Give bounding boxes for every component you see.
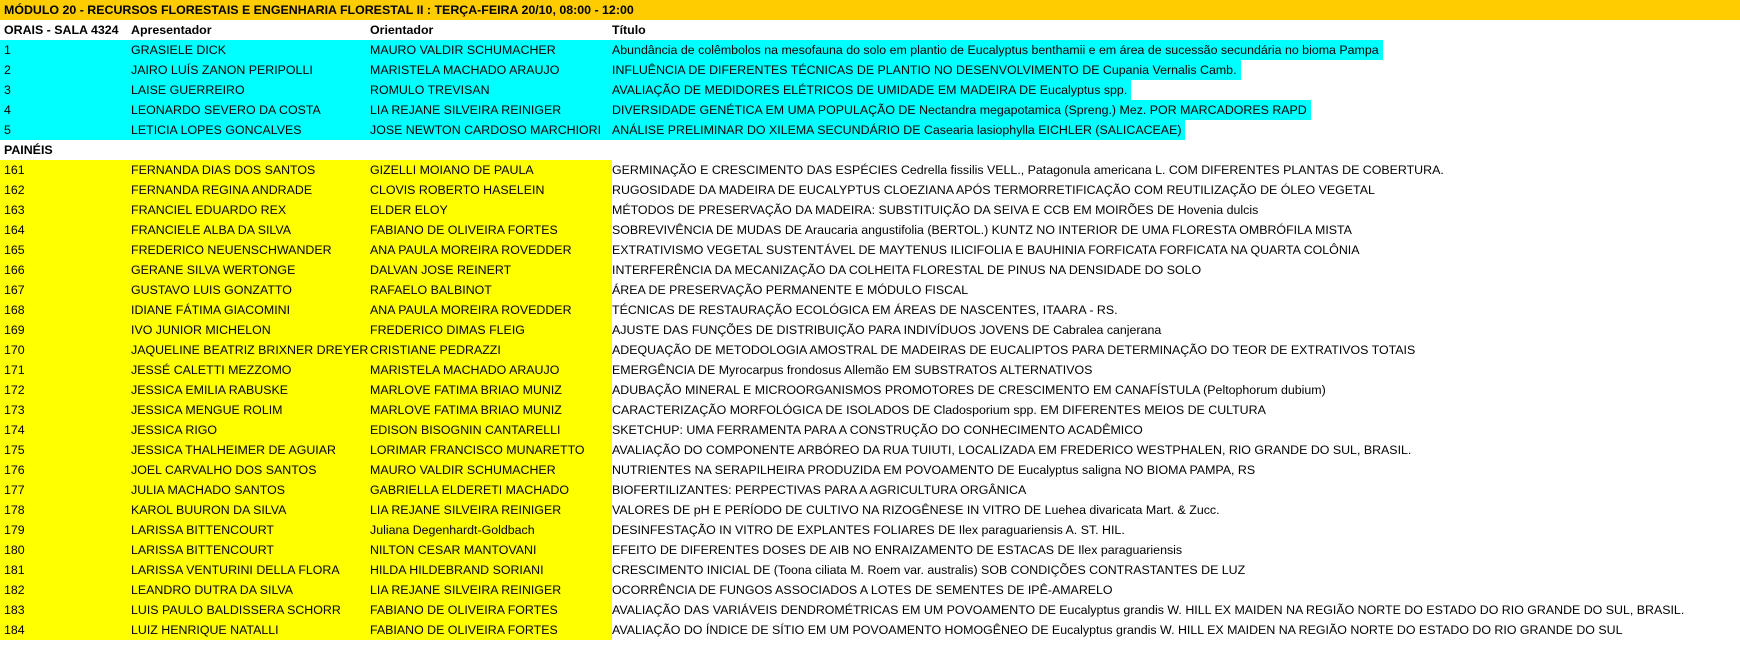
cell-number[interactable]: 161 — [0, 160, 131, 180]
cell-apresentador[interactable]: JESSICA RIGO — [131, 420, 370, 440]
table-row[interactable] — [0, 120, 1740, 140]
table-row[interactable] — [0, 580, 1740, 600]
cell-number[interactable]: 166 — [0, 260, 131, 280]
header-sala[interactable]: ORAIS - SALA 4324 — [4, 23, 119, 37]
cell-titulo[interactable]: INTERFERÊNCIA DA MECANIZAÇÃO DA COLHEITA FLORESTAL DE PINUS NA DENSIDADE DO SOLO — [612, 263, 1202, 277]
table-row[interactable] — [0, 40, 1740, 60]
cell-titulo[interactable]: CRESCIMENTO INICIAL DE (Toona ciliata M. Roem var. australis) SOB CONDIÇÕES CONTRASTANTES DE LUZ — [612, 563, 1246, 577]
cell-number[interactable]: 173 — [0, 400, 131, 420]
cell-apresentador[interactable]: LARISSA VENTURINI DELLA FLORA — [131, 560, 370, 580]
cell-apresentador[interactable]: LUIS PAULO BALDISSERA SCHORR — [131, 600, 370, 620]
cell-orientador[interactable]: RAFAELO BALBINOT — [370, 280, 612, 300]
cell-titulo[interactable]: VALORES DE pH E PERÍODO DE CULTIVO NA RIZOGÊNESE IN VITRO DE Luehea divaricata Mart. & Zucc. — [612, 503, 1220, 517]
cell-apresentador[interactable]: LUIZ HENRIQUE NATALLI — [131, 620, 370, 640]
header-titulo[interactable]: Título — [612, 23, 646, 37]
cell-number[interactable]: 183 — [0, 600, 131, 620]
cell-orientador[interactable]: LIA REJANE SILVEIRA REINIGER — [370, 500, 612, 520]
cell-orientador[interactable]: EDISON BISOGNIN CANTARELLI — [370, 420, 612, 440]
cell-orientador[interactable]: FABIANO DE OLIVEIRA FORTES — [370, 220, 612, 240]
cell-apresentador[interactable]: LARISSA BITTENCOURT — [131, 520, 370, 540]
cell-number[interactable]: 172 — [0, 380, 131, 400]
cell-titulo[interactable]: EFEITO DE DIFERENTES DOSES DE AIB NO ENRAIZAMENTO DE ESTACAS DE Ilex paraguariensis — [612, 543, 1183, 557]
table-row[interactable] — [0, 100, 1740, 120]
table-row[interactable] — [0, 160, 1740, 180]
cell-orientador[interactable]: FABIANO DE OLIVEIRA FORTES — [370, 620, 612, 640]
cell-number[interactable]: 182 — [0, 580, 131, 600]
cell-orientador[interactable]: MAURO VALDIR SCHUMACHER — [370, 460, 612, 480]
cell-orientador[interactable]: NILTON CESAR MANTOVANI — [370, 540, 612, 560]
cell-number[interactable]: 174 — [0, 420, 131, 440]
cell-titulo[interactable]: OCORRÊNCIA DE FUNGOS ASSOCIADOS A LOTES DE SEMENTES DE IPÊ-AMARELO — [612, 583, 1113, 597]
cell-orientador[interactable]: HILDA HILDEBRAND SORIANI — [370, 560, 612, 580]
cell-titulo[interactable]: AJUSTE DAS FUNÇÕES DE DISTRIBUIÇÃO PARA INDIVÍDUOS JOVENS DE Cabralea canjerana — [612, 323, 1162, 337]
cell-titulo[interactable]: Abundância de colêmbolos na mesofauna do solo em plantio de Eucalyptus benthamii e em área de sucessão secundária no bioma Pampa — [612, 40, 1383, 60]
cell-number[interactable]: 164 — [0, 220, 131, 240]
cell-titulo[interactable]: ADEQUAÇÃO DE METODOLOGIA AMOSTRAL DE MADEIRAS DE EUCALIPTOS PARA DETERMINAÇÃO DO TEOR DE EXTRATIVOS TOTAIS — [612, 343, 1416, 357]
table-row[interactable] — [0, 200, 1740, 220]
table-row[interactable] — [0, 440, 1740, 460]
cell-apresentador[interactable]: GERANE SILVA WERTONGE — [131, 260, 370, 280]
cell-apresentador[interactable]: GUSTAVO LUIS GONZATTO — [131, 280, 370, 300]
cell-orientador[interactable]: LIA REJANE SILVEIRA REINIGER — [370, 100, 612, 120]
paineis-label[interactable]: PAINÉIS — [4, 143, 53, 157]
cell-apresentador[interactable]: LEONARDO SEVERO DA COSTA — [131, 100, 370, 120]
table-row[interactable] — [0, 300, 1740, 320]
cell-orientador[interactable]: Juliana Degenhardt-Goldbach — [370, 520, 612, 540]
cell-orientador[interactable]: GABRIELLA ELDERETI MACHADO — [370, 480, 612, 500]
table-row[interactable] — [0, 360, 1740, 380]
table-row[interactable] — [0, 500, 1740, 520]
cell-apresentador[interactable]: JAQUELINE BEATRIZ BRIXNER DREYER — [131, 340, 370, 360]
table-row[interactable] — [0, 620, 1740, 640]
cell-apresentador[interactable]: FREDERICO NEUENSCHWANDER — [131, 240, 370, 260]
cell-titulo[interactable]: ANÁLISE PRELIMINAR DO XILEMA SECUNDÁRIO DE Casearia lasiophylla EICHLER (SALICACEAE) — [612, 120, 1185, 140]
cell-apresentador[interactable]: JOEL CARVALHO DOS SANTOS — [131, 460, 370, 480]
table-row[interactable] — [0, 380, 1740, 400]
cell-orientador[interactable]: JOSE NEWTON CARDOSO MARCHIORI — [370, 120, 612, 140]
table-row[interactable] — [0, 60, 1740, 80]
cell-apresentador[interactable]: JULIA MACHADO SANTOS — [131, 480, 370, 500]
cell-titulo[interactable]: EXTRATIVISMO VEGETAL SUSTENTÁVEL DE MAYTENUS ILICIFOLIA E BAUHINIA FORFICATA FORFICATA NA QUARTA COLÔNIA — [612, 243, 1360, 257]
cell-titulo[interactable]: MÉTODOS DE PRESERVAÇÃO DA MADEIRA: SUBSTITUIÇÃO DA SEIVA E CCB EM MOIRÕES DE Hovenia dulcis — [612, 203, 1259, 217]
table-row[interactable] — [0, 320, 1740, 340]
cell-number[interactable]: 175 — [0, 440, 131, 460]
cell-apresentador[interactable]: FERNANDA DIAS DOS SANTOS — [131, 160, 370, 180]
cell-orientador[interactable]: ROMULO TREVISAN — [370, 80, 612, 100]
cell-titulo[interactable]: TÉCNICAS DE RESTAURAÇÃO ECOLÓGICA EM ÁREAS DE NASCENTES, ITAARA - RS. — [612, 303, 1118, 317]
cell-number[interactable]: 169 — [0, 320, 131, 340]
cell-orientador[interactable]: MAURO VALDIR SCHUMACHER — [370, 40, 612, 60]
cell-number[interactable]: 5 — [0, 120, 131, 140]
table-row[interactable] — [0, 480, 1740, 500]
table-row[interactable] — [0, 180, 1740, 200]
cell-apresentador[interactable]: IVO JUNIOR MICHELON — [131, 320, 370, 340]
cell-apresentador[interactable]: FRANCIEL EDUARDO REX — [131, 200, 370, 220]
paineis-section-row[interactable] — [0, 140, 1740, 160]
cell-number[interactable]: 168 — [0, 300, 131, 320]
paineis-table — [0, 160, 1740, 640]
cell-number[interactable]: 2 — [0, 60, 131, 80]
cell-number[interactable]: 176 — [0, 460, 131, 480]
cell-number[interactable]: 1 — [0, 40, 131, 60]
cell-titulo[interactable]: SKETCHUP: UMA FERRAMENTA PARA A CONSTRUÇÃO DO CONHECIMENTO ACADÊMICO — [612, 423, 1143, 437]
cell-number[interactable]: 3 — [0, 80, 131, 100]
orais-table — [0, 40, 1740, 140]
cell-orientador[interactable]: FABIANO DE OLIVEIRA FORTES — [370, 600, 612, 620]
cell-orientador[interactable]: ANA PAULA MOREIRA ROVEDDER — [370, 300, 612, 320]
cell-number[interactable]: 4 — [0, 100, 131, 120]
cell-number[interactable]: 170 — [0, 340, 131, 360]
cell-orientador[interactable]: DALVAN JOSE REINERT — [370, 260, 612, 280]
cell-titulo[interactable]: CARACTERIZAÇÃO MORFOLÓGICA DE ISOLADOS DE Cladosporium spp. EM DIFERENTES MEIOS DE CULTURA — [612, 403, 1266, 417]
cell-number[interactable]: 180 — [0, 540, 131, 560]
header-row[interactable] — [0, 20, 1740, 40]
table-row[interactable] — [0, 280, 1740, 300]
table-row[interactable] — [0, 240, 1740, 260]
cell-apresentador[interactable]: FRANCIELE ALBA DA SILVA — [131, 220, 370, 240]
cell-titulo[interactable]: AVALIAÇÃO DAS VARIÁVEIS DENDROMÉTRICAS EM UM POVOAMENTO DE Eucalyptus grandis W. HILL EX MAIDEN NA REGIÃO NORTE DO ESTADO DO RIO GRANDE DO SUL, BRASIL. — [612, 603, 1685, 617]
table-row[interactable] — [0, 420, 1740, 440]
cell-titulo[interactable]: AVALIAÇÃO DO COMPONENTE ARBÓREO DA RUA TUIUTI, LOCALIZADA EM FREDERICO WESTPHALEN, RIO GRANDE DO SUL, BRASIL. — [612, 443, 1412, 457]
cell-number[interactable]: 163 — [0, 200, 131, 220]
cell-apresentador[interactable]: KAROL BUURON DA SILVA — [131, 500, 370, 520]
cell-titulo[interactable]: AVALIAÇÃO DO ÍNDICE DE SÍTIO EM UM POVOAMENTO HOMOGÊNEO DE Eucalyptus grandis W. HILL EX MAIDEN NA REGIÃO NORTE DO ESTADO DO RIO GRANDE DO SUL — [612, 623, 1623, 637]
cell-apresentador[interactable]: JESSICA THALHEIMER DE AGUIAR — [131, 440, 370, 460]
cell-number[interactable]: 171 — [0, 360, 131, 380]
cell-orientador[interactable]: FREDERICO DIMAS FLEIG — [370, 320, 612, 340]
cell-number[interactable]: 178 — [0, 500, 131, 520]
cell-orientador[interactable]: ANA PAULA MOREIRA ROVEDDER — [370, 240, 612, 260]
cell-apresentador[interactable]: LAISE GUERREIRO — [131, 80, 370, 100]
cell-apresentador[interactable]: JESSICA EMILIA RABUSKE — [131, 380, 370, 400]
cell-titulo[interactable]: ADUBAÇÃO MINERAL E MICROORGANISMOS PROMOTORES DE CRESCIMENTO EM CANAFÍSTULA (Peltophorum dubium) — [612, 383, 1326, 397]
cell-titulo[interactable]: ÁREA DE PRESERVAÇÃO PERMANENTE E MÓDULO FISCAL — [612, 283, 969, 297]
cell-orientador[interactable]: MARLOVE FATIMA BRIAO MUNIZ — [370, 400, 612, 420]
cell-apresentador[interactable]: LARISSA BITTENCOURT — [131, 540, 370, 560]
cell-titulo[interactable]: RUGOSIDADE DA MADEIRA DE EUCALYPTUS CLOEZIANA APÓS TERMORRETIFICAÇÃO COM REUTILIZAÇÃO DE ÓLEO VEGETAL — [612, 183, 1375, 197]
cell-apresentador[interactable]: GRASIELE DICK — [131, 40, 370, 60]
cell-titulo[interactable]: SOBREVIVÊNCIA DE MUDAS DE Araucaria angustifolia (BERTOL.) KUNTZ NO INTERIOR DE UMA FLORESTA OMBRÓFILA MISTA — [612, 223, 1352, 237]
title-row[interactable] — [0, 0, 1740, 20]
cell-orientador[interactable]: MARLOVE FATIMA BRIAO MUNIZ — [370, 380, 612, 400]
cell-orientador[interactable]: LIA REJANE SILVEIRA REINIGER — [370, 580, 612, 600]
cell-apresentador[interactable]: IDIANE FÁTIMA GIACOMINI — [131, 300, 370, 320]
cell-number[interactable]: 162 — [0, 180, 131, 200]
cell-apresentador[interactable]: FERNANDA REGINA ANDRADE — [131, 180, 370, 200]
cell-titulo[interactable]: NUTRIENTES NA SERAPILHEIRA PRODUZIDA EM POVOAMENTO DE Eucalyptus saligna NO BIOMA PAMPA, RS — [612, 463, 1256, 477]
cell-titulo[interactable]: INFLUÊNCIA DE DIFERENTES TÉCNICAS DE PLANTIO NO DESENVOLVIMENTO DE Cupania Vernalis Camb. — [612, 60, 1241, 80]
module-title[interactable]: MÓDULO 20 - RECURSOS FLORESTAIS E ENGENHARIA FLORESTAL II : TERÇA-FEIRA 20/10, 08:00 - 12:00 — [0, 0, 1740, 20]
cell-titulo[interactable]: DESINFESTAÇÃO IN VITRO DE EXPLANTES FOLIARES DE Ilex paraguariensis A. ST. HIL. — [612, 523, 1125, 537]
cell-apresentador[interactable]: LEANDRO DUTRA DA SILVA — [131, 580, 370, 600]
cell-number[interactable]: 181 — [0, 560, 131, 580]
table-row[interactable] — [0, 520, 1740, 540]
cell-number[interactable]: 167 — [0, 280, 131, 300]
cell-orientador[interactable]: GIZELLI MOIANO DE PAULA — [370, 160, 612, 180]
cell-apresentador[interactable]: JAIRO LUÍS ZANON PERIPOLLI — [131, 60, 370, 80]
table-row[interactable] — [0, 220, 1740, 240]
header-apresentador[interactable]: Apresentador — [131, 23, 212, 37]
cell-number[interactable]: 179 — [0, 520, 131, 540]
table-row[interactable] — [0, 400, 1740, 420]
cell-orientador[interactable]: CLOVIS ROBERTO HASELEIN — [370, 180, 612, 200]
cell-titulo[interactable]: AVALIAÇÃO DE MEDIDORES ELÉTRICOS DE UMIDADE EM MADEIRA DE Eucalyptus spp. — [612, 80, 1131, 100]
cell-number[interactable]: 165 — [0, 240, 131, 260]
header-orientador[interactable]: Orientador — [370, 23, 434, 37]
cell-orientador[interactable]: CRISTIANE PEDRAZZI — [370, 340, 612, 360]
cell-apresentador[interactable]: LETICIA LOPES GONCALVES — [131, 120, 370, 140]
cell-titulo[interactable]: GERMINAÇÃO E CRESCIMENTO DAS ESPÉCIES Cedrella fissilis VELL., Patagonula americana L. COM DIFERENTES PLANTAS DE COBERTURA. — [612, 163, 1444, 177]
table-row[interactable] — [0, 600, 1740, 620]
table-row[interactable] — [0, 460, 1740, 480]
cell-titulo[interactable]: EMERGÊNCIA DE Myrocarpus frondosus Allemão EM SUBSTRATOS ALTERNATIVOS — [612, 363, 1093, 377]
cell-titulo[interactable]: BIOFERTILIZANTES: PERPECTIVAS PARA A AGRICULTURA ORGÂNICA — [612, 483, 1027, 497]
table-row[interactable] — [0, 560, 1740, 580]
table-row[interactable] — [0, 260, 1740, 280]
cell-apresentador[interactable]: JESSÉ CALETTI MEZZOMO — [131, 360, 370, 380]
cell-orientador[interactable]: ELDER ELOY — [370, 200, 612, 220]
cell-orientador[interactable]: MARISTELA MACHADO ARAUJO — [370, 360, 612, 380]
table-row[interactable] — [0, 340, 1740, 360]
cell-number[interactable]: 184 — [0, 620, 131, 640]
table-row[interactable] — [0, 540, 1740, 560]
table-row[interactable] — [0, 80, 1740, 100]
cell-orientador[interactable]: LORIMAR FRANCISCO MUNARETTO — [370, 440, 612, 460]
cell-number[interactable]: 177 — [0, 480, 131, 500]
cell-titulo[interactable]: DIVERSIDADE GENÉTICA EM UMA POPULAÇÃO DE Nectandra megapotamica (Spreng.) Mez. POR MARCADORES RAPD — [612, 100, 1311, 120]
cell-orientador[interactable]: MARISTELA MACHADO ARAUJO — [370, 60, 612, 80]
cell-apresentador[interactable]: JESSICA MENGUE ROLIM — [131, 400, 370, 420]
